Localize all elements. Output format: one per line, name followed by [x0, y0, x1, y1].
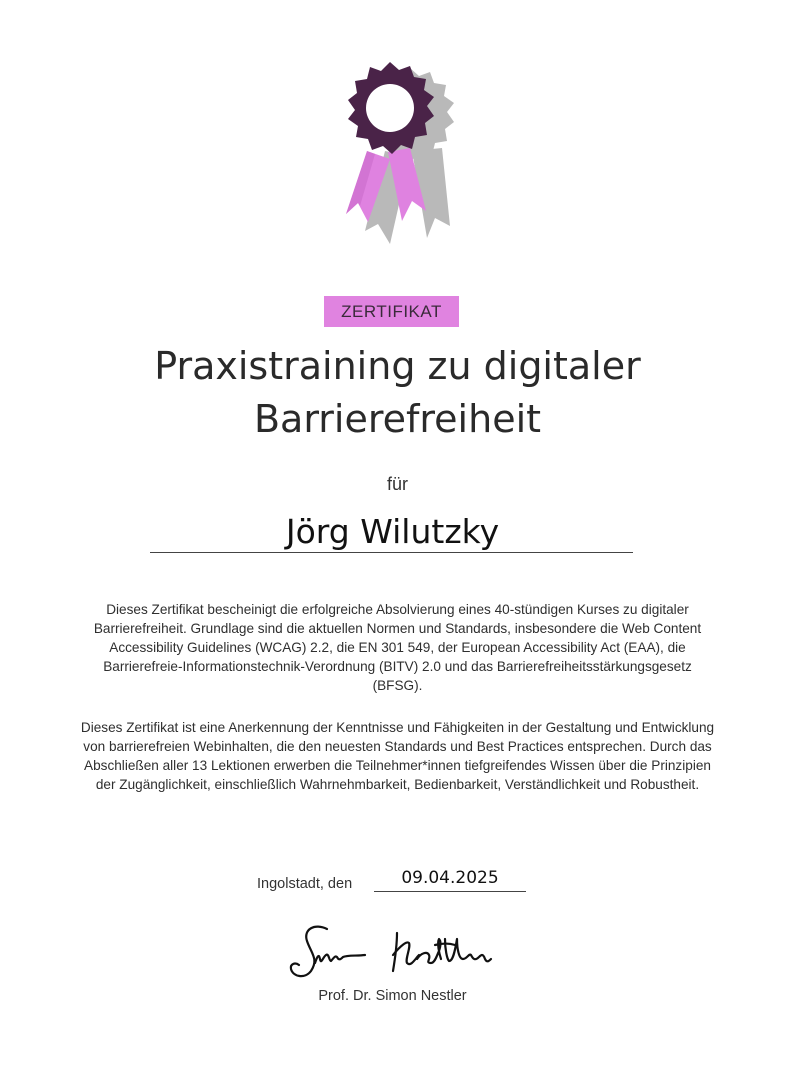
- issue-date: 09.04.2025: [401, 868, 499, 888]
- signer-name: Prof. Dr. Simon Nestler: [318, 988, 467, 1004]
- title-line-2: Barrierefreiheit: [253, 397, 542, 441]
- certificate-title: [60, 340, 735, 446]
- place-label: Ingolstadt, den: [257, 876, 353, 892]
- description-paragraph-1: Dieses Zertifikat bescheinigt die erfolgreiche Absolvierung eines 40-stündigen Kurses zu digitaler Barrierefreiheit. Grundlage sind die aktuellen Normen und Standards, insbesondere die Web Content Accessibility Guidelines (WCAG) 2.2, die EN 301 549, der European Accessibility Act (EAA), die Barrierefreie-Informationstechnik-Verordnung (BITV) 2.0 und das Barrierefreiheitsstärkungsgesetz (BFSG).: [93, 602, 702, 693]
- handwritten-signature: [285, 915, 500, 985]
- award-rosette-icon: [330, 56, 470, 256]
- place-date-row: [200, 868, 600, 894]
- date-underline: [374, 891, 526, 892]
- name-underline: [150, 552, 633, 553]
- recipient-name: Jörg Wilutzky: [285, 512, 500, 551]
- for-label: für: [386, 474, 408, 494]
- description-paragraph-2: Dieses Zertifikat ist eine Anerkennung der Kenntnisse und Fähigkeiten in der Gestaltung und Entwicklung von barrierefreien Webinhalten, die den neuesten Standards und Best Practices entsprechen. Durch das Abschließen aller 13 Lektionen erwerben die Teilnehmer*innen tiefgreifendes Wissen über die Prinzipien der Zugänglichkeit, einschließlich Wahrnehmbarkeit, Bedienbarkeit, Verständlichkeit und Robustheit.: [80, 720, 715, 792]
- title-line-1: Praxistraining zu digitaler: [154, 344, 641, 388]
- certificate-label: ZERTIFIKAT: [324, 296, 459, 327]
